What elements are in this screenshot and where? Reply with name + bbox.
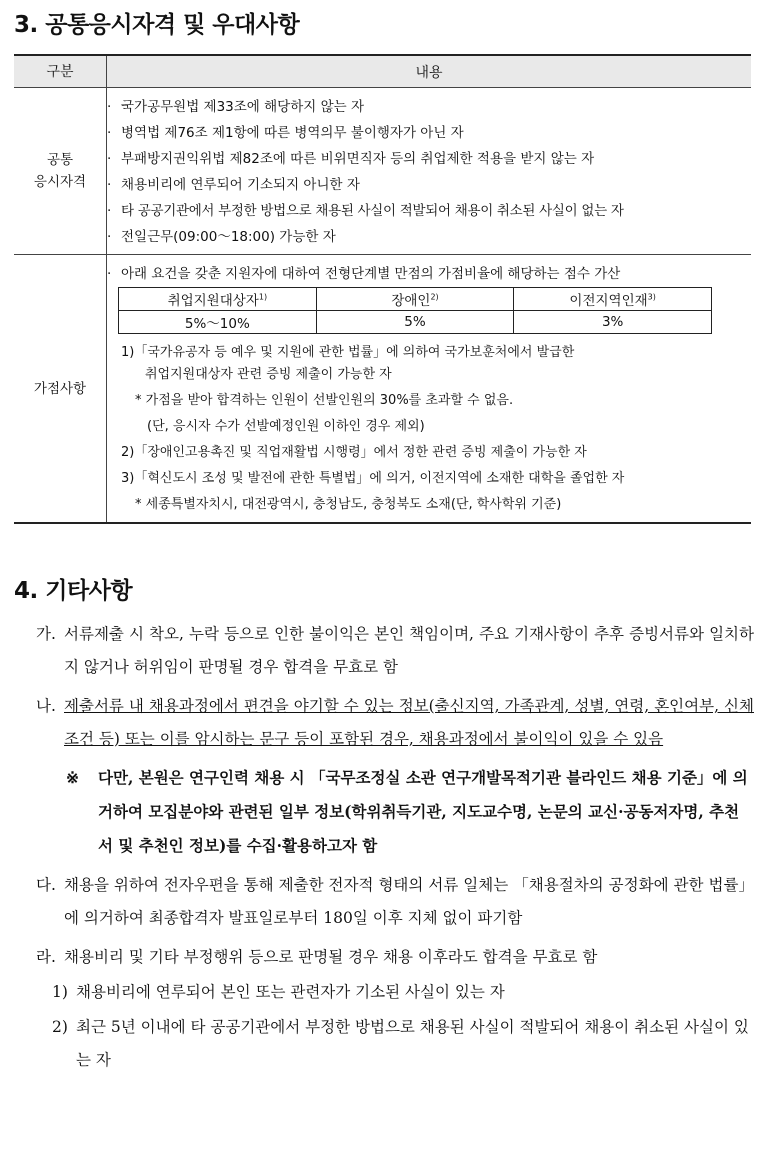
common-items	[107, 88, 752, 255]
header-category: 구분	[14, 55, 107, 88]
list-item: · 전일근무(09:00～18:00) 가능한 자	[107, 229, 336, 245]
bonus-note: 1)「국가유공자 등 예우 및 지원에 관한 법률」에 의하여 국가보훈처에서 발급한	[121, 345, 575, 360]
bonus-note: 2)「장애인고용촉진 및 직업재활법 시행령」에서 정한 관련 증빙 제출이 가능한 자	[121, 445, 587, 460]
notice: ※ 다만, 본원은 연구인력 채용 시 「국무조정실 소관 연구개발목적기관 블라인드 채용 기준」에 의거하여 모집분야와 관련된 일부 정보(학위취득기관, 지도교수명, 논문의 교신·공동저자명, 추천서 및 추천인 정보)를 수집·활용하고자 함	[36, 761, 754, 863]
bonus-head-local-talent: 이전지역인재$^{3)}$	[514, 288, 712, 311]
list-item: · 병역법 제76조 제1항에 따른 병역의무 불이행자가 아닌 자	[107, 125, 464, 141]
section4-body	[36, 618, 754, 1077]
bonus-note: 3)「혁신도시 조성 및 발전에 관한 특별법」에 의거, 이전지역에 소재한 대학을 졸업한 자	[121, 471, 625, 486]
common-label-line1: 공통	[46, 152, 74, 168]
table-row-bonus	[14, 255, 751, 524]
bonus-value-local-talent: 3%	[514, 311, 712, 334]
bonus-head-disabled: 장애인$^{2)}$	[316, 288, 514, 311]
section3-title: 3. 공통응시자격 및 우대사항	[14, 12, 300, 38]
bonus-head-employment: 취업지원대상자$^{1)}$	[119, 288, 317, 311]
list-item: · 채용비리에 연루되어 기소되지 아니한 자	[107, 177, 360, 193]
sub-item: 2) 최근 5년 이내에 타 공공기관에서 부정한 방법으로 채용된 사실이 적발되어 채용이 취소된 사실이 있는 자	[52, 1018, 749, 1069]
header-content: 내용	[107, 55, 752, 88]
bonus-note: * 가점을 받아 합격하는 인원이 선발인원의 30%를 초과할 수 없음.	[135, 393, 514, 408]
bonus-value-employment: 5%～10%	[119, 311, 317, 334]
bonus-note: (단, 응시자 수가 선발예정인원 이하인 경우 제외)	[147, 419, 425, 434]
list-item: 나. 제출서류 내 채용과정에서 편견을 야기할 수 있는 정보(출신지역, 가족관계, 성별, 연령, 혼인여부, 신체조건 등) 또는 이를 암시하는 문구 등이 포함된 경우, 채용과정에서 불이익이 있을 수 있음	[36, 697, 754, 748]
list-item: · 부패방지권익위법 제82조에 따른 비위면직자 등의 취업제한 적용을 받지 않는 자	[107, 151, 595, 167]
bonus-value-disabled: 5%	[316, 311, 514, 334]
list-item: 다. 채용을 위하여 전자우편을 통해 제출한 전자적 형태의 서류 일체는 「채용절차의 공정화에 관한 법률」에 의거하여 최종합격자 발표일로부터 180일 이후 지체 없이 파기함	[36, 876, 754, 927]
table-row-common	[14, 88, 751, 255]
table-header-row	[14, 55, 751, 88]
bonus-label: 가점사항	[14, 255, 107, 524]
list-item: · 국가공무원법 제33조에 해당하지 않는 자	[107, 99, 364, 115]
sub-item: 1) 채용비리에 연루되어 본인 또는 관련자가 기소된 사실이 있는 자	[52, 983, 505, 1001]
reference-mark-icon: ※	[66, 768, 79, 787]
common-label-cell	[14, 88, 107, 255]
bonus-content	[107, 255, 752, 524]
bonus-note: 취업지원대상자 관련 증빙 제출이 가능한 자	[145, 367, 392, 382]
qualification-table	[14, 54, 751, 524]
bonus-intro: · 아래 요건을 갖춘 지원자에 대하여 전형단계별 만점의 가점비율에 해당하는 점수 가산	[107, 266, 621, 282]
list-item: 라. 채용비리 및 기타 부정행위 등으로 판명될 경우 채용 이후라도 합격을 무효로 함	[36, 948, 598, 966]
section4-title: 4. 기타사항	[14, 578, 133, 604]
bonus-rate-table	[118, 287, 712, 334]
list-item: 가. 서류제출 시 착오, 누락 등으로 인한 불이익은 본인 책임이며, 주요 기재사항이 추후 증빙서류와 일치하지 않거나 허위임이 판명될 경우 합격을 무효로 함	[36, 625, 754, 676]
common-label-line2: 응시자격	[33, 174, 87, 190]
list-item: · 타 공공기관에서 부정한 방법으로 채용된 사실이 적발되어 채용이 취소된 사실이 없는 자	[107, 203, 624, 219]
bonus-note: * 세종특별자치시, 대전광역시, 충청남도, 충청북도 소재(단, 학사학위 기준)	[135, 497, 562, 512]
